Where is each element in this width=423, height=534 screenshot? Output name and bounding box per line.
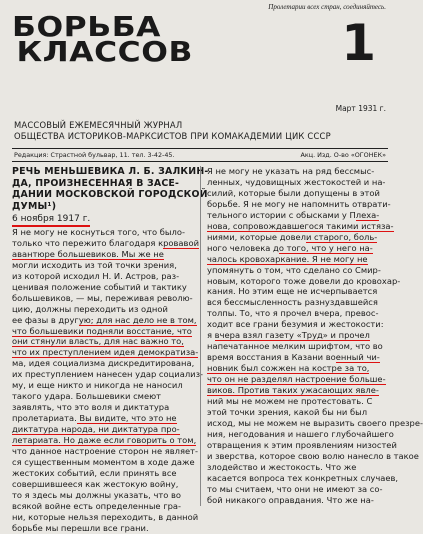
text-line: только что пережито благодаря кровавой (12, 237, 199, 248)
text-line (207, 220, 394, 232)
red-underline: они стянули власть, для нас важно то, (12, 336, 184, 347)
text-line (12, 347, 199, 358)
text-line: то я здесь мы должны указать, что во (12, 489, 182, 500)
text-line: ниями, которые довели старого, боль- (207, 231, 378, 242)
publisher: Акц. Изд. О-во «ОГОНЕК» (300, 151, 386, 159)
text-line: из которой исходил Н. И. Астров, раз- (12, 270, 180, 281)
text-line: кания. Но этим еще не исчерпывается (207, 286, 378, 297)
text-line: борьбе. Я не могу не напомнить отврати- (207, 198, 391, 209)
text-line (12, 424, 195, 435)
column-divider (200, 166, 201, 506)
text-line: упомянуть о том, что сделано со Смир- (207, 264, 381, 275)
text-line: Я не могу не указать на ряд бессмыс- (207, 166, 375, 176)
left-column (12, 166, 209, 534)
text-line: новым, которого тоже довели до кровохар- (207, 275, 401, 286)
text-line: ценивая положение событий и тактику (12, 281, 187, 292)
text-line: могли исходить из той точки зрения, (12, 259, 177, 270)
red-underline: виков. Против таких ужасающих явле- (207, 385, 379, 396)
red-underline: нова, сопровождавшегося такими истяза- (207, 220, 394, 231)
red-underline: что он не разделял настроение больше- (207, 374, 386, 385)
text-line: их преступлением нанесен удар социализ- (12, 369, 204, 380)
text-line: силий, которые были допущены в этой (207, 187, 380, 198)
text-line (207, 385, 390, 396)
text-line: борьбе мы перешли все грани. (12, 522, 149, 533)
text-line: время восстания в Казани военный чи- (207, 352, 380, 363)
text-line: ного человека до того, что у него на- (207, 242, 373, 253)
text-line: такого удара. Большевики смеют (12, 391, 161, 402)
red-underline: и старого, боль- (305, 231, 378, 242)
text-line: вся бессмысленность разнуздавшейся (207, 297, 378, 308)
editorial-address: Редакция: Страстной бульвар, 11. тел. 3-42-45. (14, 151, 175, 159)
text-line: касается вопроса тех конкретных случаев, (207, 472, 399, 483)
text-line: толпы. То, что я прочел вчера, превос- (207, 308, 379, 319)
text-line: большевиков, — мы, переживая револю- (12, 292, 193, 303)
text-line: ния, негодования и нашего глубочайшего (207, 428, 394, 439)
masthead-line-1: БОРЬБА (12, 10, 161, 43)
text-line (12, 249, 195, 260)
headline-line: ДА, ПРОИЗНЕСЕННАЯ В ЗАСЕ- (12, 177, 180, 189)
red-underline: Вы видите, что это не (76, 413, 177, 424)
text-line (12, 336, 195, 347)
header-rule-top (12, 148, 388, 149)
article-date: 6 ноября 1917 г. (12, 214, 90, 227)
text-line: ни, которые нельзя переходить, в данной (12, 511, 199, 522)
text-line (12, 435, 195, 446)
text-line: ее фазы в другую; для нас дело не в том, (12, 314, 197, 325)
text-line: я вчера взял газету «Труд» и прочел (207, 330, 370, 341)
text-line (207, 363, 390, 374)
text-line: этой точки зрения, какой бы ни был (207, 406, 368, 417)
text-line: ленных, чудовищных жестокостей и на- (207, 176, 386, 187)
red-underline: ую; для нас дело не в том, (78, 314, 197, 325)
text-line: му, и еще никто и никогда не наносил (12, 380, 183, 391)
red-underline: о того, что у него на- (278, 242, 373, 253)
article-date-line (12, 213, 195, 227)
text-line: Я не могу не коснуться того, что было- (12, 226, 185, 237)
imprint-line (14, 151, 386, 159)
issue-number: 1 (341, 14, 376, 72)
red-underline: леха- (355, 209, 380, 220)
red-underline: новник был сожжен на костре за то, (207, 363, 370, 374)
text-line: цию, должны переходить из одной (12, 303, 168, 314)
article-headline (12, 166, 209, 212)
red-underline: чалось кровохаркание. Я не могу не (207, 253, 368, 264)
text-line: пролетариата. Вы видите, что это не (12, 413, 177, 424)
subtitle-line-1: МАССОВЫЙ ЕЖЕМЕСЯЧНЫЙ ЖУРНАЛ (14, 120, 183, 130)
headline-line: ДУМЫ¹) (12, 200, 57, 212)
text-line: жестоких событий, если принять все (12, 467, 177, 478)
text-line: исход, мы не можем не выразить своего презре- (207, 417, 423, 428)
issue-date: Март 1931 г. (335, 104, 386, 113)
motto: Пролетарии всех стран, соединяйтесь. (268, 3, 386, 11)
text-line: и зверства, которое свою волю нанесло в такое (207, 450, 419, 461)
text-line: ся существенным моментом в ходе даже (12, 456, 195, 467)
text-line: бой никакого оправдания. Что же на- (207, 494, 374, 505)
headline-line: ДАНИИ МОСКОВСКОЙ ГОРОДСКОЙ (12, 189, 208, 200)
red-underline: енный чи- (335, 352, 380, 363)
text-line (12, 326, 195, 337)
right-body-text (207, 166, 423, 506)
text-line: что данное настроение сторон не являет- (12, 446, 199, 457)
subtitle (14, 120, 386, 142)
text-line: всякой войне есть определенные гра- (12, 500, 182, 511)
text-line: то мы считаем, что они не имеют за со- (207, 483, 383, 494)
text-line: злодейство и жестокость. Что же (207, 461, 357, 472)
red-underline: диктатура народа, ни диктатура про- (12, 424, 180, 435)
header-rule-bottom (12, 161, 388, 162)
text-line: ма, идея социализма дискредитирована, (12, 358, 195, 369)
red-underline: что их преступлением идея демократиза- (12, 347, 199, 358)
text-line: напечатанное мелким шрифтом, что во (207, 341, 383, 352)
left-body-text (12, 226, 204, 534)
headline-line: РЕЧЬ МЕНЬШЕВИКА Л. Б. ЗАЛКИН- (12, 166, 209, 177)
right-column (207, 166, 423, 506)
red-underline: что большевики подняли восстание, что (12, 325, 192, 336)
subtitle-line-2: ОБЩЕСТВА ИСТОРИКОВ-МАРКСИСТОВ ПРИ КОМАКАДЕМИИ ЦИК СССР (14, 131, 331, 141)
text-line (207, 254, 390, 265)
text-line: отвращения к этим проявлениям низостей (207, 439, 397, 450)
red-underline: летариата. Но даже если говорить о том, (12, 435, 197, 446)
red-underline: ровавой (163, 237, 199, 248)
text-line: ходит все грани безумия и жестокости: (207, 319, 384, 330)
text-line (207, 374, 390, 385)
masthead-line-2: КЛАССОВ (16, 35, 193, 68)
text-line: ний мы не можем не протестовать. С (207, 396, 373, 407)
masthead (12, 10, 193, 68)
red-underline: вчера взял газету «Труд» и прочел (214, 330, 370, 341)
text-line: заявлять, что это воля и диктатура (12, 402, 170, 413)
red-underline: авантюре большевиков. Мы же не (12, 248, 164, 259)
text-line: совершившееся как жестокую войну, (12, 478, 179, 489)
text-line: тельного истории с обысками у Плеха- (207, 209, 380, 220)
